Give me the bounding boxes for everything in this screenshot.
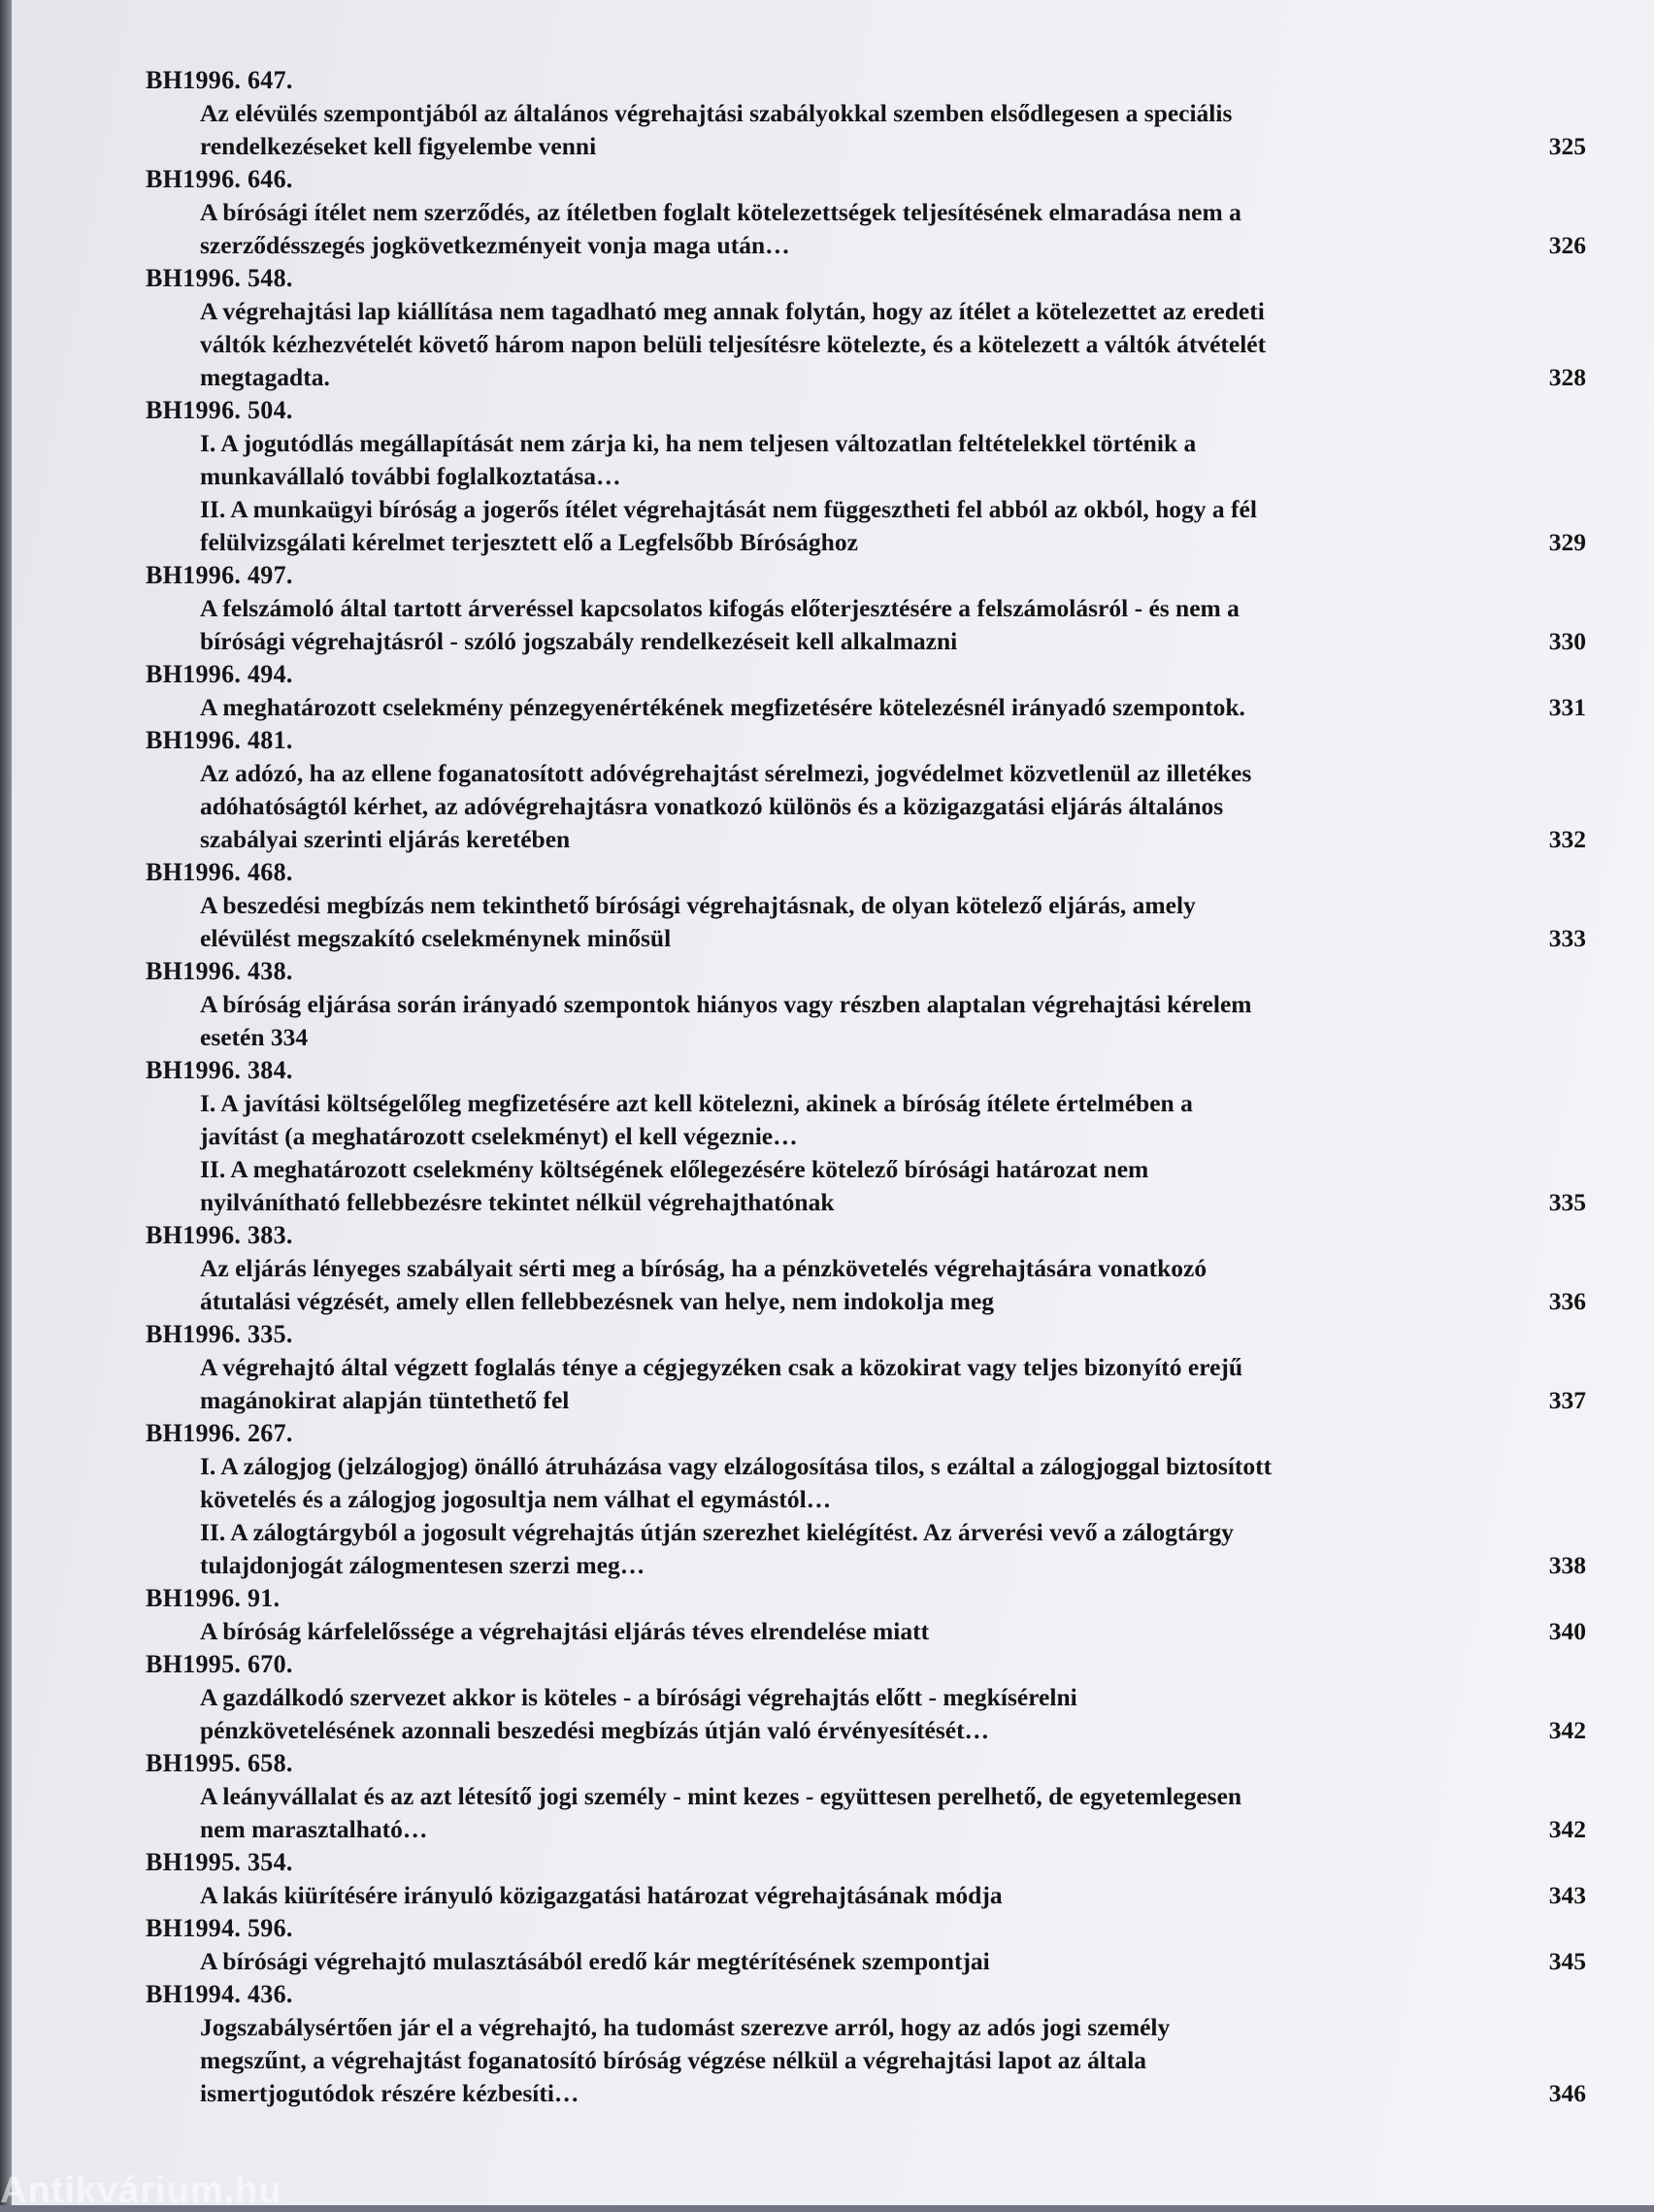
toc-entry [146,1747,1602,1846]
case-reference: BH1996. 468. [146,858,293,886]
case-summary [200,1945,1505,1978]
toc-entry [146,955,1602,1054]
summary-line: A végrehajtási lap kiállítása nem tagadható meg annak folytán, hogy az ítélet a kötelezettet az eredeti [200,297,1265,325]
case-reference: BH1996. 335. [146,1320,293,1348]
toc-entry [146,163,1602,262]
case-reference: BH1994. 596. [146,1914,293,1942]
page-binding-edge [0,0,12,2205]
case-reference: BH1996. 548. [146,264,293,292]
case-summary [200,1681,1505,1747]
case-reference: BH1996. 497. [146,561,293,589]
summary-line: bírósági végrehajtásról - szóló jogszabály rendelkezéseit kell alkalmazni [200,627,958,655]
case-summary [200,691,1505,724]
summary-line: munkavállaló további foglalkoztatása… [200,462,621,490]
toc-entry [146,724,1602,856]
toc-entry [146,1846,1602,1912]
case-reference: BH1996. 504. [146,396,293,424]
case-reference: BH1994. 436. [146,1980,293,2008]
toc-entry [146,856,1602,955]
toc-entry [146,394,1602,559]
page-number: 336 [1548,1287,1586,1315]
case-reference: BH1996. 647. [146,66,293,94]
page-number: 338 [1548,1551,1586,1579]
case-summary [200,988,1505,1054]
page-number: 340 [1548,1617,1586,1645]
summary-line: Az eljárás lényeges szabályait sérti meg a bíróság, ha a pénzkövetelés végrehajtására vonatkozó [200,1254,1207,1282]
page-number: 328 [1548,363,1586,391]
page-number: 333 [1548,924,1586,952]
case-summary [200,1615,1505,1648]
case-reference: BH1996. 438. [146,957,293,985]
summary-line: A beszedési megbízás nem tekinthető bírósági végrehajtásnak, de olyan kötelező eljárás, amely [200,891,1196,919]
summary-line: A bírósági ítélet nem szerződés, az ítéletben foglalt kötelezettségek teljesítésének elmaradása nem a [200,198,1241,226]
summary-line: A végrehajtó által végzett foglalás ténye a cégjegyzéken csak a közokirat vagy teljes bizonyító erejű [200,1353,1243,1381]
summary-line: I. A javítási költségelőleg megfizetésére azt kell kötelezni, akinek a bíróság ítélete értelmében a [200,1089,1193,1117]
case-reference: BH1996. 481. [146,726,293,754]
summary-line: pénzkövetelésének azonnali beszedési megbízás útján való érvényesítését… [200,1716,990,1744]
page-number: 325 [1548,132,1586,160]
toc-entry [146,1219,1602,1318]
page-number: 342 [1548,1815,1586,1843]
summary-line: A lakás kiürítésére irányuló közigazgatási határozat végrehajtásának módja [200,1881,1003,1909]
summary-line: szerződésszegés jogkövetkezményeit vonja maga után… [200,231,790,259]
summary-line: II. A zálogtárgyból a jogosult végrehajtás útján szerezhet kielégítést. Az árverési vevő a zálogtárgy [200,1518,1234,1546]
toc-entry [146,64,1602,163]
summary-line: A felszámoló által tartott árveréssel kapcsolatos kifogás előterjesztésére a felszámolásról - és nem a [200,594,1240,622]
summary-line: II. A meghatározott cselekmény költségének előlegezésére kötelező bírósági határozat nem [200,1155,1149,1183]
case-summary [200,592,1505,658]
summary-line: adóhatóságtól kérhet, az adóvégrehajtásra vonatkozó különös és a közigazgatási eljárás általános [200,792,1224,820]
case-summary [200,295,1505,394]
summary-line: javítást (a meghatározott cselekményt) el kell végeznie… [200,1122,798,1150]
case-reference: BH1995. 354. [146,1848,293,1876]
page-number: 330 [1548,627,1586,655]
summary-line: váltók kézhezvételét követő három napon belüli teljesítésre kötelezte, és a kötelezett a váltók átvételét [200,330,1267,358]
toc-entry [146,1054,1602,1219]
summary-line: A bíróság eljárása során irányadó szempontok hiányos vagy részben alaptalan végrehajtási kérelem [200,990,1252,1018]
summary-line: A gazdálkodó szervezet akkor is köteles - a bírósági végrehajtás előtt - megkísérelni [200,1683,1077,1711]
summary-line: felülvizsgálati kérelmet terjesztett elő a Legfelsőbb Bírósághoz [200,528,858,556]
summary-line: elévülést megszakító cselekménynek minősül [200,924,672,952]
summary-line: I. A zálogjog (jelzálogjog) önálló átruházása vagy elzálogosítása tilos, s ezáltal a zálogjoggal biztosított [200,1452,1273,1480]
toc-entry [146,1417,1602,1582]
case-summary [200,196,1505,262]
summary-line: Az adózó, ha az ellene foganatosított adóvégrehajtást sérelmezi, jogvédelmet közvetlenül az illetékes [200,759,1252,787]
case-summary [200,889,1505,955]
case-summary [200,1087,1505,1219]
page-number: 326 [1548,231,1586,259]
table-of-contents [146,64,1602,2110]
summary-line: magánokirat alapján tüntethető fel [200,1386,570,1414]
summary-line: tulajdonjogát zálogmentesen szerzi meg… [200,1551,645,1579]
case-summary [200,1252,1505,1318]
summary-line: A leányvállalat és az azt létesítő jogi személy - mint kezes - együttesen perelhető, de egyetemlegesen [200,1782,1242,1810]
case-reference: BH1996. 494. [146,660,293,688]
page-number: 331 [1548,693,1586,721]
page-number: 332 [1548,825,1586,853]
summary-line: átutalási végzését, amely ellen fellebbezésnek van helye, nem indokolja meg [200,1287,995,1315]
summary-line: megszűnt, a végrehajtást foganatosító bíróság végzése nélkül a végrehajtási lapot az általa [200,2046,1147,2074]
summary-line: A meghatározott cselekmény pénzegyenértékének megfizetésére kötelezésnél irányadó szempontok. [200,693,1245,721]
summary-line: szabályai szerinti eljárás keretében [200,825,571,853]
summary-line: követelés és a zálogjog jogosultja nem válhat el egymástól… [200,1485,832,1513]
watermark: Antikvárium.hu [0,2170,282,2211]
page-number: 337 [1548,1386,1586,1414]
toc-entry [146,1912,1602,1978]
case-summary [200,1450,1505,1582]
toc-entry [146,658,1602,724]
toc-entry [146,559,1602,658]
case-summary [200,757,1505,856]
page-number: 342 [1548,1716,1586,1744]
summary-line: Az elévülés szempontjából az általános végrehajtási szabályokkal szemben elsődlegesen a speciális [200,99,1233,127]
case-summary [200,1879,1505,1912]
toc-entry [146,1318,1602,1417]
summary-line: A bíróság kárfelelőssége a végrehajtási eljárás téves elrendelése miatt [200,1617,930,1645]
summary-line: Jogszabálysértően jár el a végrehajtó, ha tudomást szerezve arról, hogy az adós jogi személy [200,2013,1171,2041]
case-summary [200,97,1505,163]
case-summary [200,1780,1505,1846]
case-summary [200,427,1505,559]
case-reference: BH1995. 658. [146,1749,293,1777]
summary-line: megtagadta. [200,363,330,391]
summary-line: ismertjogutódok részére kézbesíti… [200,2079,579,2107]
case-summary [200,1351,1505,1417]
case-reference: BH1996. 267. [146,1419,293,1447]
summary-line: A bírósági végrehajtó mulasztásából eredő kár megtérítésének szempontjai [200,1947,990,1975]
summary-line: esetén 334 [200,1023,309,1051]
summary-line: rendelkezéseket kell figyelembe venni [200,132,597,160]
summary-line: nyilvánítható fellebbezésre tekintet nélkül végrehajthatónak [200,1188,835,1216]
toc-entry [146,262,1602,394]
case-summary [200,2011,1505,2110]
case-reference: BH1996. 383. [146,1221,293,1249]
page-number: 343 [1548,1881,1586,1909]
toc-entry [146,1978,1602,2110]
case-reference: BH1995. 670. [146,1650,293,1678]
page-number: 346 [1548,2079,1586,2107]
case-reference: BH1996. 646. [146,165,293,193]
toc-entry [146,1582,1602,1648]
page-number: 345 [1548,1947,1586,1975]
summary-line: nem marasztalható… [200,1815,428,1843]
summary-line: II. A munkaügyi bíróság a jogerős ítélet végrehajtását nem függesztheti fel abból az okból, hogy a fél [200,495,1257,523]
page-number: 329 [1548,528,1586,556]
toc-entry [146,1648,1602,1747]
case-reference: BH1996. 91. [146,1584,281,1612]
summary-line: I. A jogutódlás megállapítását nem zárja ki, ha nem teljesen változatlan feltételekkel történik a [200,429,1197,457]
page-number: 335 [1548,1188,1586,1216]
case-reference: BH1996. 384. [146,1056,293,1084]
